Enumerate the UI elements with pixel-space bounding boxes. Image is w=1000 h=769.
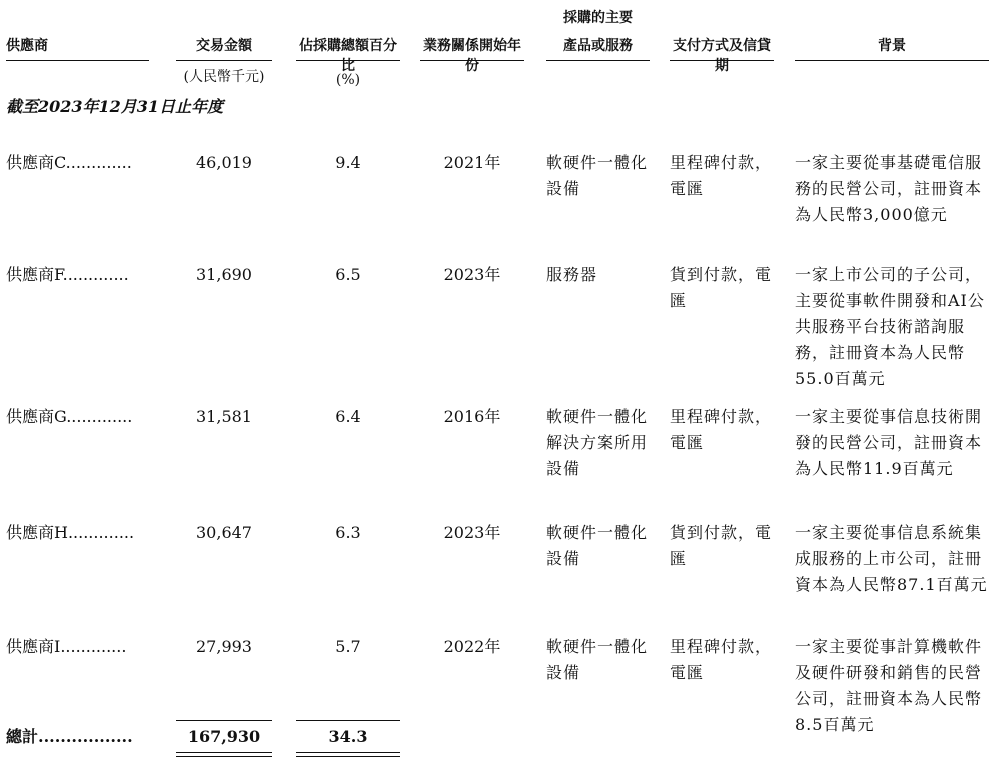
percent-unit: (%) bbox=[335, 72, 361, 88]
header-rule-supplier bbox=[6, 60, 149, 61]
background-value: 一家主要從事計算機軟件及硬件研發和銷售的民營公司，註冊資本為人民幣8.5百萬元 bbox=[795, 637, 983, 734]
percent-value: 6.4 bbox=[335, 407, 361, 426]
supplier-name: 供應商I............. bbox=[6, 637, 127, 656]
header-supplier: 供應商 bbox=[6, 38, 48, 54]
background-value: 一家主要從事信息技術開發的民營公司，註冊資本為人民幣11.9百萬元 bbox=[795, 407, 983, 478]
product-value: 軟硬件一體化設備 bbox=[546, 153, 649, 198]
header-products-line2: 產品或服務 bbox=[563, 38, 633, 54]
background-value: 一家主要從事基礎電信服務的民營公司，註冊資本為人民幣3,000億元 bbox=[795, 153, 983, 224]
start-year-value: 2016年 bbox=[443, 407, 501, 426]
header-products-line1: 採購的主要 bbox=[563, 10, 633, 26]
supplier-name: 供應商H............. bbox=[6, 523, 135, 542]
total-double-rule-amount-1 bbox=[176, 752, 272, 753]
amount-value: 31,581 bbox=[196, 407, 252, 426]
amount-value: 27,993 bbox=[196, 637, 252, 656]
header-percent: 佔採購總額百分比 bbox=[299, 38, 397, 74]
payment-value: 里程碑付款，電匯 bbox=[670, 407, 773, 452]
start-year-value: 2021年 bbox=[443, 153, 501, 172]
percent-value: 5.7 bbox=[335, 637, 361, 656]
total-top-rule-amount bbox=[176, 720, 272, 721]
percent-value: 6.5 bbox=[335, 265, 361, 284]
product-value: 軟硬件一體化解決方案所用設備 bbox=[546, 407, 649, 478]
product-value: 服務器 bbox=[546, 265, 598, 284]
product-value: 軟硬件一體化設備 bbox=[546, 523, 649, 568]
total-label: 總計................. bbox=[6, 727, 133, 746]
payment-value: 貨到付款，電匯 bbox=[670, 265, 773, 310]
period-label: 截至2023年12月31日止年度 bbox=[6, 97, 224, 116]
payment-value: 里程碑付款，電匯 bbox=[670, 637, 773, 682]
header-rule-background bbox=[795, 60, 989, 61]
supplier-name: 供應商G............. bbox=[6, 407, 133, 426]
header-amount: 交易金額 bbox=[196, 38, 252, 54]
amount-unit: (人民幣千元) bbox=[183, 69, 265, 85]
start-year-value: 2023年 bbox=[443, 265, 501, 284]
header-rule-start-year bbox=[420, 60, 524, 61]
supplier-name: 供應商C............. bbox=[6, 153, 132, 172]
total-double-rule-percent-1 bbox=[296, 752, 400, 753]
header-start-year: 業務關係開始年份 bbox=[423, 38, 521, 74]
percent-value: 6.3 bbox=[335, 523, 361, 542]
background-value: 一家上市公司的子公司，主要從事軟件開發和AI公共服務平台技術諮詢服務，註冊資本為人民幣55.0百萬元 bbox=[795, 265, 985, 388]
header-payment: 支付方式及信貸期 bbox=[673, 38, 771, 74]
amount-value: 46,019 bbox=[196, 153, 252, 172]
percent-value: 9.4 bbox=[335, 153, 361, 172]
product-value: 軟硬件一體化設備 bbox=[546, 637, 649, 682]
start-year-value: 2022年 bbox=[443, 637, 501, 656]
amount-value: 31,690 bbox=[196, 265, 252, 284]
payment-value: 里程碑付款，電匯 bbox=[670, 153, 773, 198]
header-rule-payment bbox=[670, 60, 774, 61]
header-rule-amount bbox=[176, 60, 272, 61]
background-value: 一家主要從事信息系統集成服務的上市公司，註冊資本為人民幣87.1百萬元 bbox=[795, 523, 988, 594]
amount-value: 30,647 bbox=[196, 523, 252, 542]
total-double-rule-percent-2 bbox=[296, 756, 400, 757]
total-top-rule-percent bbox=[296, 720, 400, 721]
payment-value: 貨到付款，電匯 bbox=[670, 523, 773, 568]
total-percent: 34.3 bbox=[328, 727, 368, 746]
total-amount: 167,930 bbox=[187, 727, 261, 746]
start-year-value: 2023年 bbox=[443, 523, 501, 542]
header-rule-products bbox=[546, 60, 650, 61]
supplier-name: 供應商F............. bbox=[6, 265, 129, 284]
header-rule-percent bbox=[296, 60, 400, 61]
total-double-rule-amount-2 bbox=[176, 756, 272, 757]
header-background: 背景 bbox=[878, 38, 906, 54]
